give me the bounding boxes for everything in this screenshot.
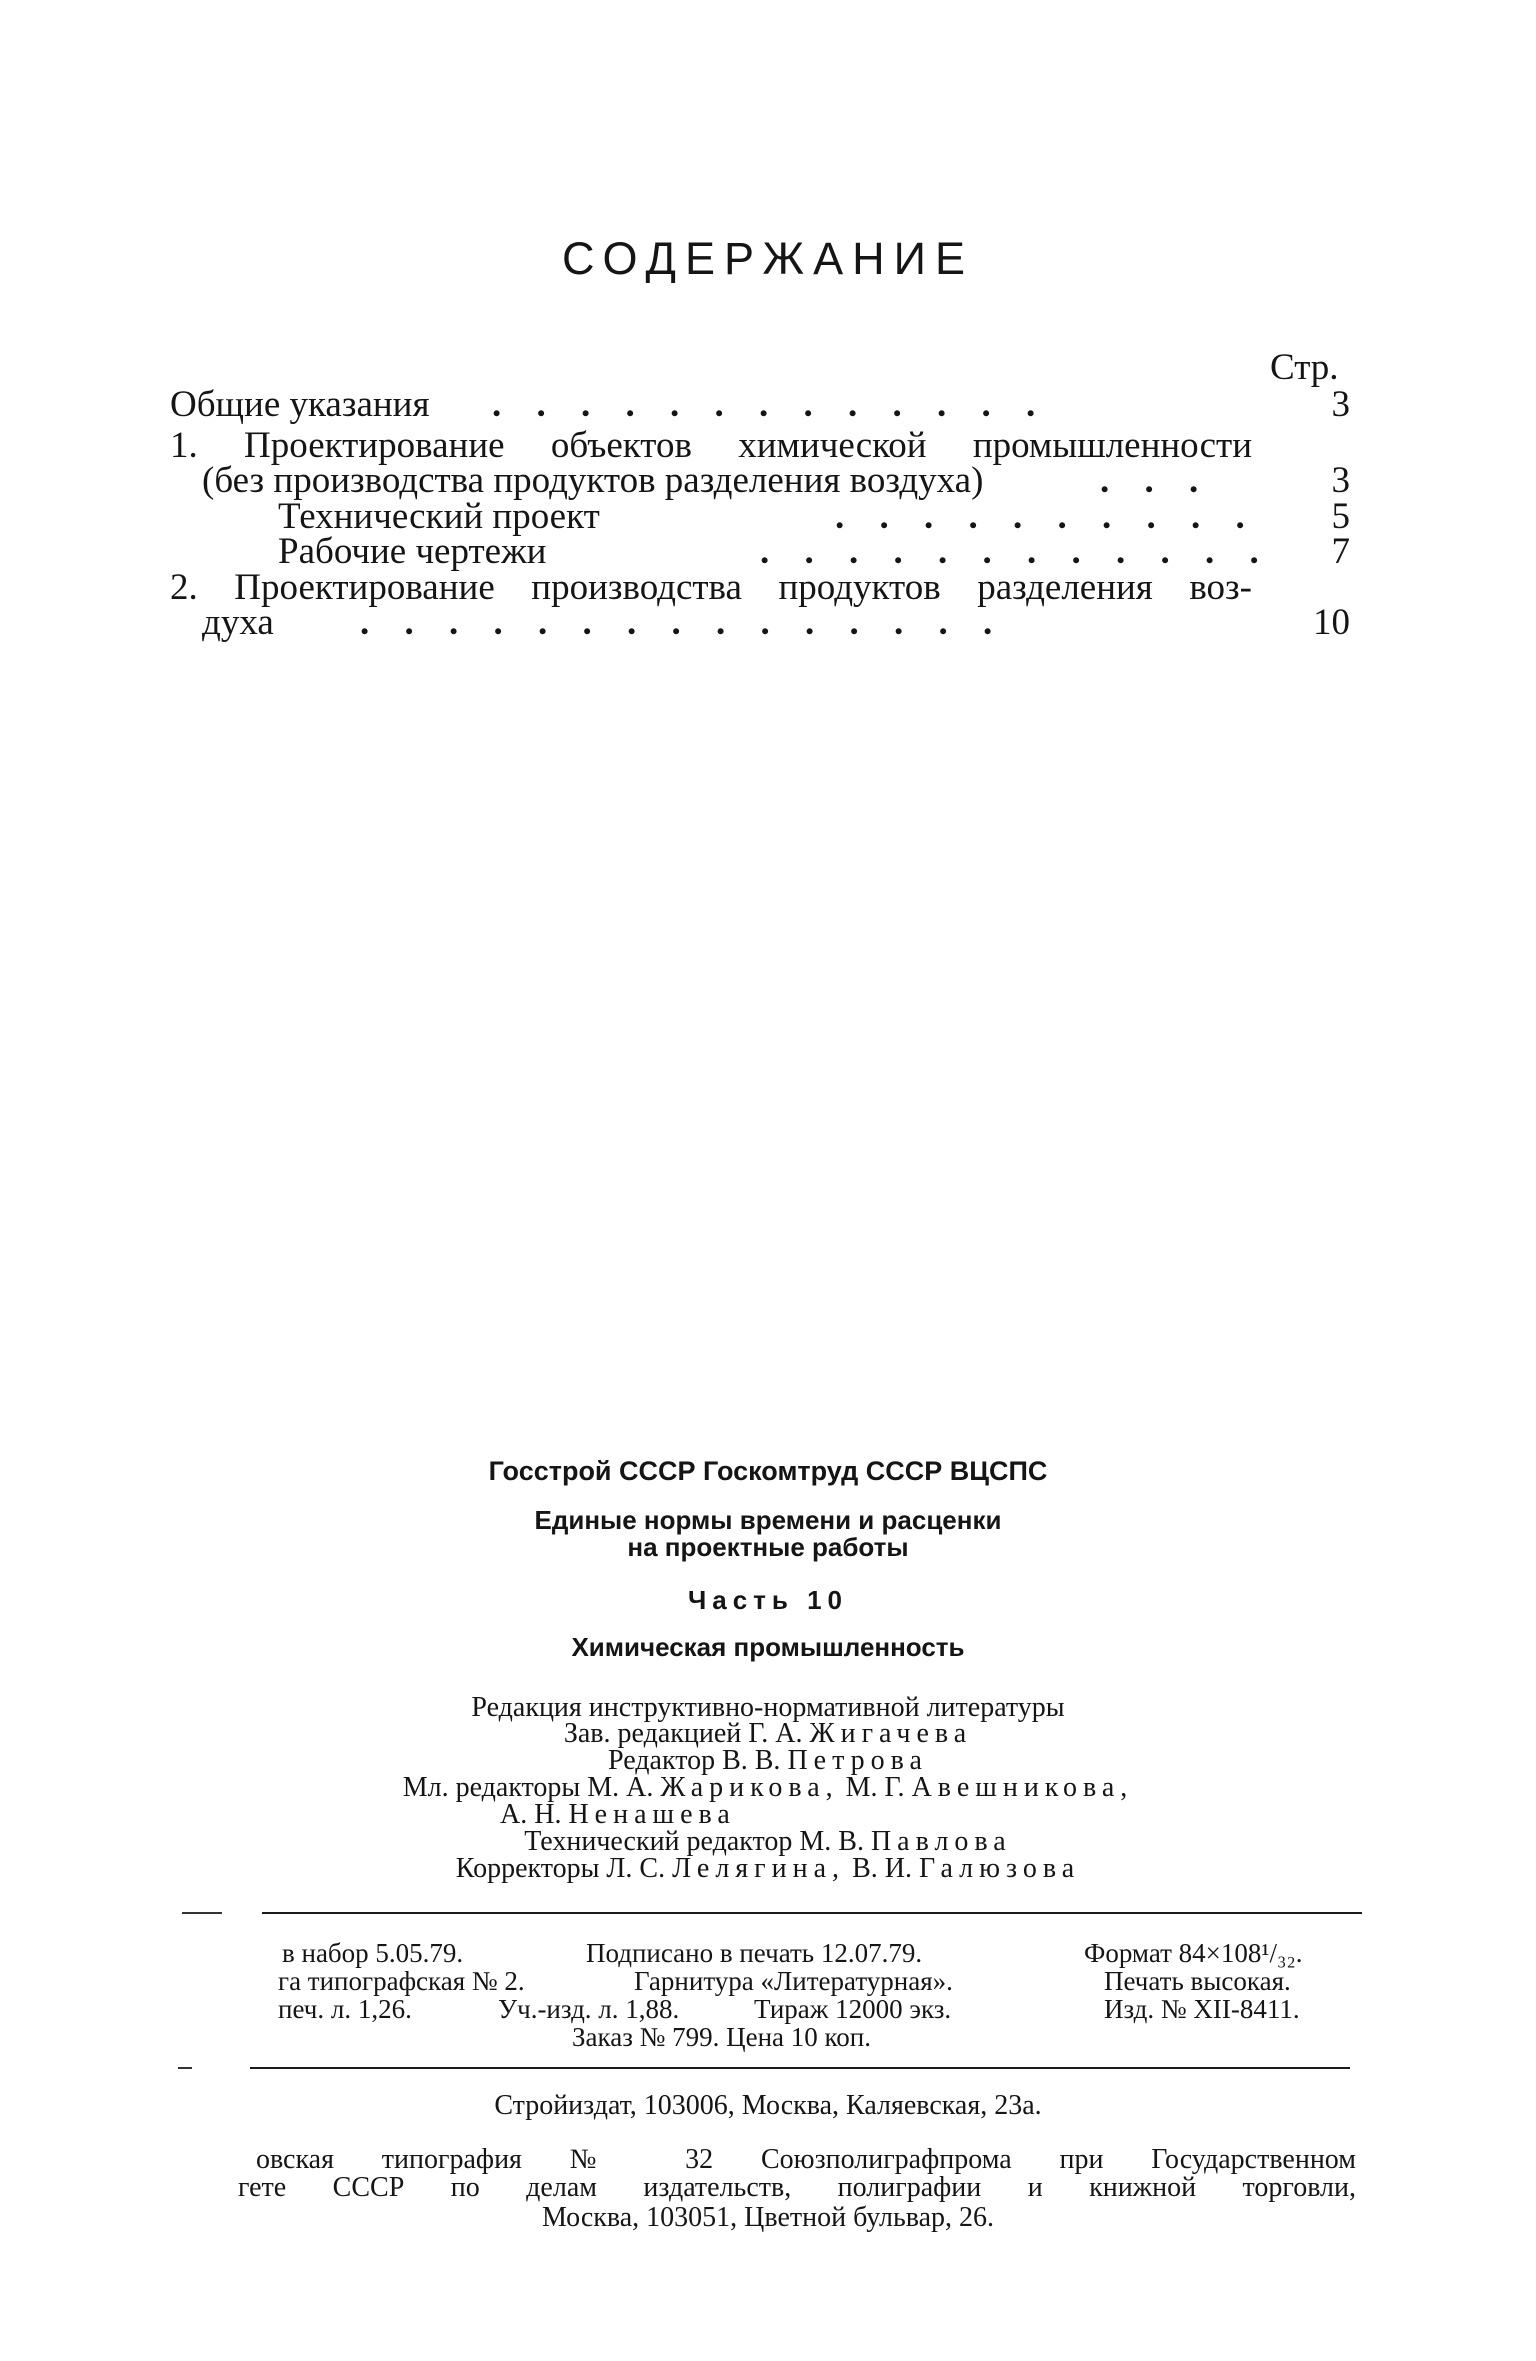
publisher-address: Стройиздат, 103006, Москва, Каляевская, 23а. bbox=[494, 2090, 1042, 2121]
toc-entry-section-2-cont[interactable] bbox=[170, 601, 1350, 645]
divider-rule bbox=[250, 2067, 1350, 2069]
pub-typeface: Гарнитура «Литературная». bbox=[634, 1966, 953, 1996]
pub-edition-number: Изд. № XII-8411. bbox=[1104, 1994, 1300, 2024]
toc-entry-page: 10 bbox=[1313, 602, 1350, 643]
staff-initials: В. И. bbox=[852, 1853, 912, 1884]
contents-title: СОДЕРЖАНИЕ bbox=[562, 233, 974, 284]
organizations: Госстрой СССР Госкомтруд СССР ВЦСПС bbox=[488, 1456, 1048, 1486]
pub-circulation: Тираж 12000 экз. bbox=[754, 1994, 952, 2024]
margin-mark bbox=[178, 2067, 192, 2069]
toc-entry-page: 5 bbox=[1331, 496, 1350, 537]
dot-leader: . . . . . . . . . . . . . . . bbox=[360, 602, 1006, 643]
staff-name: Ненашева bbox=[568, 1799, 736, 1830]
toc-entry-page: 7 bbox=[1331, 531, 1350, 572]
pub-order-price: Заказ № 799. Цена 10 коп. bbox=[572, 2022, 871, 2052]
staff-role: Зав. редакцией Г. А. bbox=[563, 1718, 803, 1749]
toc-entry-label: 1. Проектирование объектов химической промышленности bbox=[170, 425, 1252, 466]
toc-entry-label: 2. Проектирование производства продуктов разделения воз- bbox=[170, 567, 1252, 608]
divider-rule bbox=[262, 1912, 1362, 1914]
staff-role: Мл. редакторы М. А. bbox=[402, 1772, 654, 1803]
publication-row-1 bbox=[278, 1938, 1358, 1968]
pub-print-type: Печать высокая. bbox=[1104, 1966, 1291, 1996]
dot-leader: . . . . . . . . . . . . . bbox=[492, 384, 1049, 425]
staff-name: Галюзова bbox=[918, 1853, 1081, 1884]
toc-entry-label: Рабочие чертежи bbox=[278, 531, 547, 572]
book-title-line-1: Единые нормы времени и расценки bbox=[534, 1505, 1002, 1535]
staff-initials: А. Н. bbox=[500, 1799, 562, 1830]
staff-junior-editors bbox=[0, 1772, 1536, 1804]
margin-mark bbox=[182, 1912, 222, 1914]
page-column-header: Стр. bbox=[1270, 347, 1339, 388]
dot-leader: . . . bbox=[1100, 460, 1212, 501]
staff-name: Павлова bbox=[870, 1826, 1012, 1857]
staff-name: Лелягина, bbox=[672, 1853, 846, 1884]
staff-name: Жигачева bbox=[809, 1718, 973, 1749]
toc-entry-label: Технический проект bbox=[278, 496, 600, 537]
publication-row-2 bbox=[278, 1966, 1358, 1996]
toc-entry-page: 3 bbox=[1331, 384, 1350, 425]
staff-role: Редактор В. В. bbox=[608, 1745, 781, 1776]
pub-paper: га типографская № 2. bbox=[278, 1966, 525, 1996]
pub-edition-sheets: Уч.-изд. л. 1,88. bbox=[498, 1994, 680, 2024]
pub-format: Формат 84×108¹/₃₂. bbox=[1084, 1938, 1303, 1968]
dot-leader: . . . . . . . . . . . . bbox=[760, 531, 1272, 572]
toc-entry-label: Общие указания bbox=[170, 384, 430, 425]
toc-entry-general[interactable] bbox=[170, 383, 1350, 427]
staff-initials: М. Г. bbox=[845, 1772, 905, 1803]
pub-set-date: в набор 5.05.79. bbox=[282, 1938, 464, 1968]
editorial-office: Редакция инструктивно-нормативной литературы bbox=[471, 1692, 1065, 1723]
staff-name: Авешникова, bbox=[911, 1772, 1134, 1803]
staff-proofreaders bbox=[0, 1853, 1536, 1885]
staff-name: Жарикова, bbox=[660, 1772, 839, 1803]
book-title-line-2: на проектные работы bbox=[627, 1532, 909, 1562]
staff-role: Корректоры Л. С. bbox=[455, 1853, 666, 1884]
dot-leader: . . . . . . . . . . bbox=[835, 496, 1258, 537]
pub-sheets: печ. л. 1,26. bbox=[278, 1994, 412, 2024]
part-number: Часть 10 bbox=[687, 1585, 849, 1615]
staff-role: Технический редактор М. В. bbox=[524, 1826, 864, 1857]
printer-line-1: овская типография № 32 Союзполиграфпрома при Государственном bbox=[256, 2144, 1356, 2175]
book-subtitle: Химическая промышленность bbox=[571, 1632, 965, 1662]
toc-entry-label-cont: (без производства продуктов разделения воздуха) bbox=[202, 460, 984, 501]
toc-entry-page: 3 bbox=[1331, 460, 1350, 501]
publication-row-3 bbox=[278, 1994, 1358, 2024]
printer-address: Москва, 103051, Цветной бульвар, 26. bbox=[541, 2202, 995, 2233]
publication-row-4 bbox=[278, 2022, 1358, 2052]
staff-name: Петрова bbox=[787, 1745, 928, 1776]
printer-line-2: гете СССР по делам издательств, полиграфии и книжной торговли, bbox=[238, 2172, 1356, 2203]
toc-entry-label-cont: духа bbox=[202, 602, 274, 643]
pub-signed-date: Подписано в печать 12.07.79. bbox=[586, 1938, 923, 1968]
